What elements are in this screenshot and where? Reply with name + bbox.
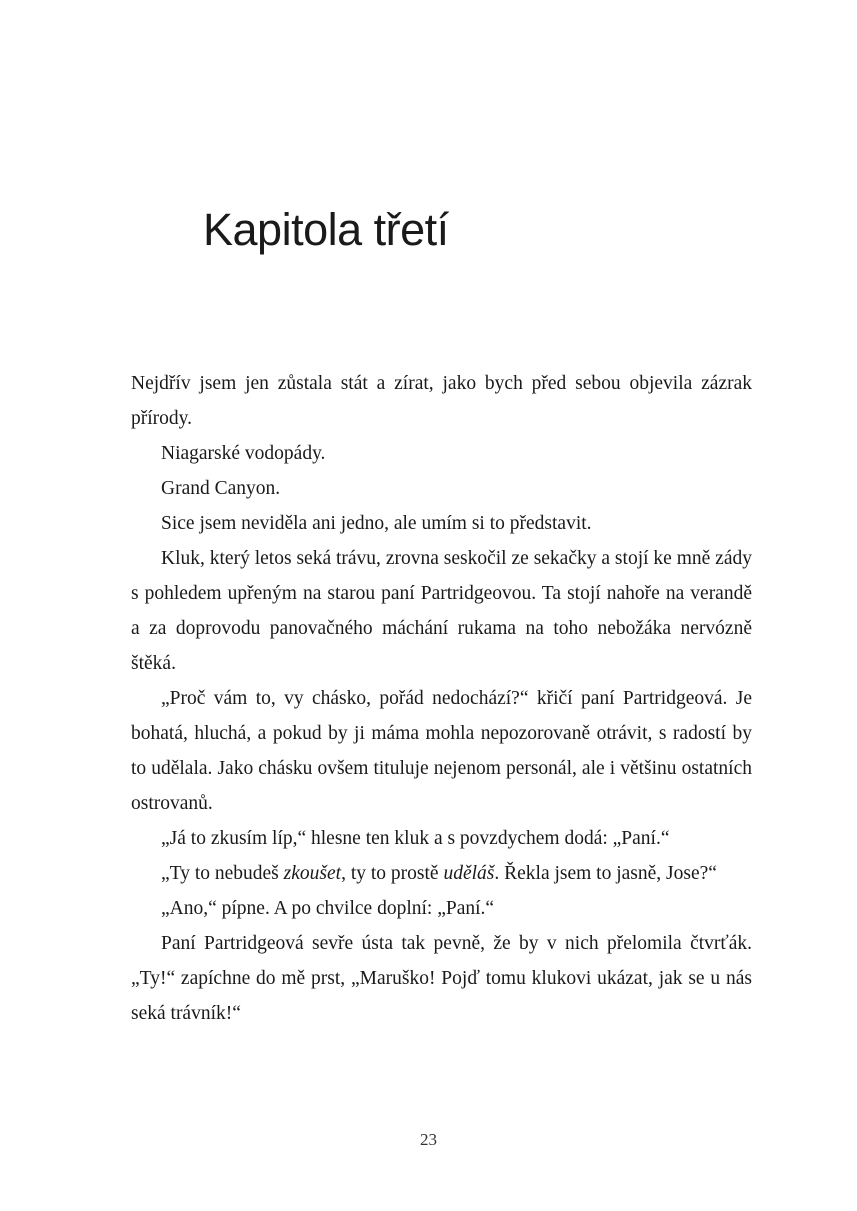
emphasis-text: uděláš: [443, 863, 495, 884]
paragraph: Kluk, který letos seká trávu, zrovna seskočil ze sekačky a stojí ke mně zády s pohledem upřeným na starou paní Partridgeovou. Ta stojí nahoře na verandě a za doprovodu panovačného máchání rukama na toho nebožáka nervózně štěká.: [131, 548, 752, 674]
text-run: „Ty to nebudeš: [161, 863, 284, 884]
paragraph: Sice jsem neviděla ani jedno, ale umím si to představit.: [161, 513, 592, 534]
paragraph: [131, 856, 752, 891]
emphasis-text: zkoušet: [283, 863, 342, 884]
paragraph: Paní Partridgeová sevře ústa tak pevně, že by v nich přelomila čtvrťák. „Ty!“ zapíchne do mě prst, „Maruško! Pojď tomu klukovi ukázat, jak se u nás seká trávník!“: [131, 933, 752, 1024]
paragraph: „Ano,“ pípne. A po chvilce doplní: „Paní.“: [161, 898, 495, 919]
paragraph: „Já to zkusím líp,“ hlesne ten kluk a s povzdychem dodá: „Paní.“: [161, 828, 670, 849]
page-number: 23: [420, 1130, 437, 1149]
chapter-title: Kapitola třetí: [203, 204, 449, 255]
paragraph: Niagarské vodopády.: [161, 443, 326, 464]
chapter-body: [131, 366, 752, 1031]
paragraph: Nejdřív jsem jen zůstala stát a zírat, jako bych před sebou objevila zázrak přírody.: [131, 373, 752, 429]
paragraph: Grand Canyon.: [161, 478, 281, 499]
paragraph: „Proč vám to, vy chásko, pořád nedochází?“ křičí paní Partridgeová. Je bohatá, hluchá, a pokud by ji máma mohla nepozorovaně otrávit, s radostí by to udělala. Jako chásku ovšem tituluje nejenom personál, ale i většinu ostatních ostrovanů.: [131, 688, 752, 814]
text-run: . Řekla jsem to jasně, Jose?“: [494, 863, 717, 884]
text-run: , ty to prostě: [341, 863, 444, 884]
